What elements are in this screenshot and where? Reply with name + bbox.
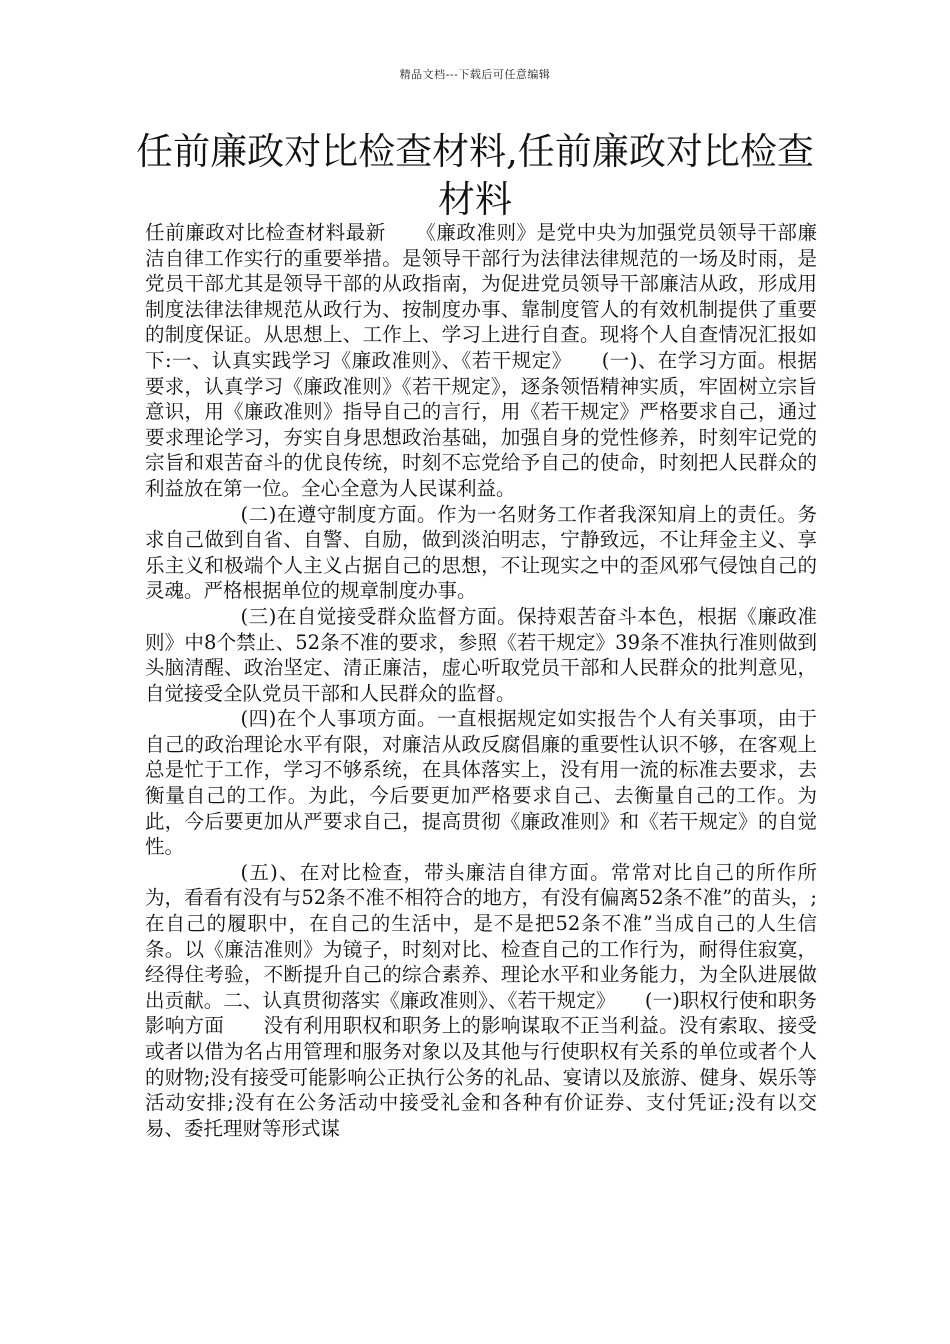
body-paragraph-2: (二)在遵守制度方面。作为一名财务工作者我深知肩上的责任。务求自己做到自省、自警、自励，做到淡泊明志，宁静致远，不让拜金主义、享乐主义和极端个人主义占据自己的思想，不让现实之中的歪风邪气侵蚀自己的灵魂。严格根据单位的规章制度办事。 bbox=[145, 502, 817, 603]
body-paragraph-3: (三)在自觉接受群众监督方面。保持艰苦奋斗本色，根据《廉政准则》中8个禁止、52条不准的要求，参照《若干规定》39条不准执行准则做到头脑清醒、政治坚定、清正廉洁，虚心听取党员干部和人民群众的批判意见，自觉接受全队党员干部和人民群众的监督。 bbox=[145, 604, 817, 705]
document-body bbox=[145, 220, 817, 1141]
body-paragraph-4: (四)在个人事项方面。一直根据规定如实报告个人有关事项，由于自己的政治理论水平有限，对廉洁从政反腐倡廉的重要性认识不够，在客观上总是忙于工作，学习不够系统，在具体落实上，没有用一流的标准去要求，去衡量自己的工作。为此，今后要更加严格要求自己、去衡量自己的工作。为此，今后要更加从严要求自己，提高贯彻《廉政准则》和《若干规定》的自觉性。 bbox=[145, 707, 817, 859]
body-paragraph-5: (五)、在对比检查，带头廉洁自律方面。常常对比自己的所作所为，看看有没有与52条不准不相符合的地方，有没有偏离52条不准”的苗头，;在自己的履职中，在自己的生活中，是不是把52条不准”当成自己的人生信条。以《廉洁准则》为镜子，时刻对比、检查自己的工作行为，耐得住寂寞，经得住考验，不断提升自己的综合素养、理论水平和业务能力，为全队进展做出贡献。二、认真贯彻落实《廉政准则》、《若干规定》 (一)职权行使和职务影响方面 没有利用职权和职务上的影响谋取不正当利益。没有索取、接受或者以借为名占用管理和服务对象以及其他与行使职权有关系的单位或者个人的财物;没有接受可能影响公正执行公务的礼品、宴请以及旅游、健身、娱乐等活动安排;没有在公务活动中接受礼金和各种有价证券、支付凭证;没有以交易、委托理财等形式谋 bbox=[145, 860, 817, 1140]
document-title: 任前廉政对比检查材料,任前廉政对比检查材料 bbox=[136, 130, 814, 221]
page-header-text: 精品文档---下载后可任意编辑 bbox=[399, 68, 551, 81]
body-paragraph-1: 任前廉政对比检查材料最新 《廉政准则》是党中央为加强党员领导干部廉洁自律工作实行的重要举措。是领导干部行为法律法律规范的一场及时雨，是党员干部尤其是领导干部的从政指南，为促进党员领导干部廉洁从政，形成用制度法律法律规范从政行为、按制度办事、靠制度管人的有效机制提供了重要的制度保证。从思想上、工作上、学习上进行自查。现将个人自查情况汇报如下:一、认真实践学习《廉政准则》、《若干规定》 (一)、在学习方面。根据要求，认真学习《廉政准则》《若干规定》，逐条领悟精神实质，牢固树立宗旨意识，用《廉政准则》指导自己的言行，用《若干规定》严格要求自己，通过要求理论学习，夯实自身思想政治基础，加强自身的党性修养，时刻牢记党的宗旨和艰苦奋斗的优良传统，时刻不忘党给予自己的使命，时刻把人民群众的利益放在第一位。全心全意为人民谋利益。 bbox=[145, 221, 817, 500]
